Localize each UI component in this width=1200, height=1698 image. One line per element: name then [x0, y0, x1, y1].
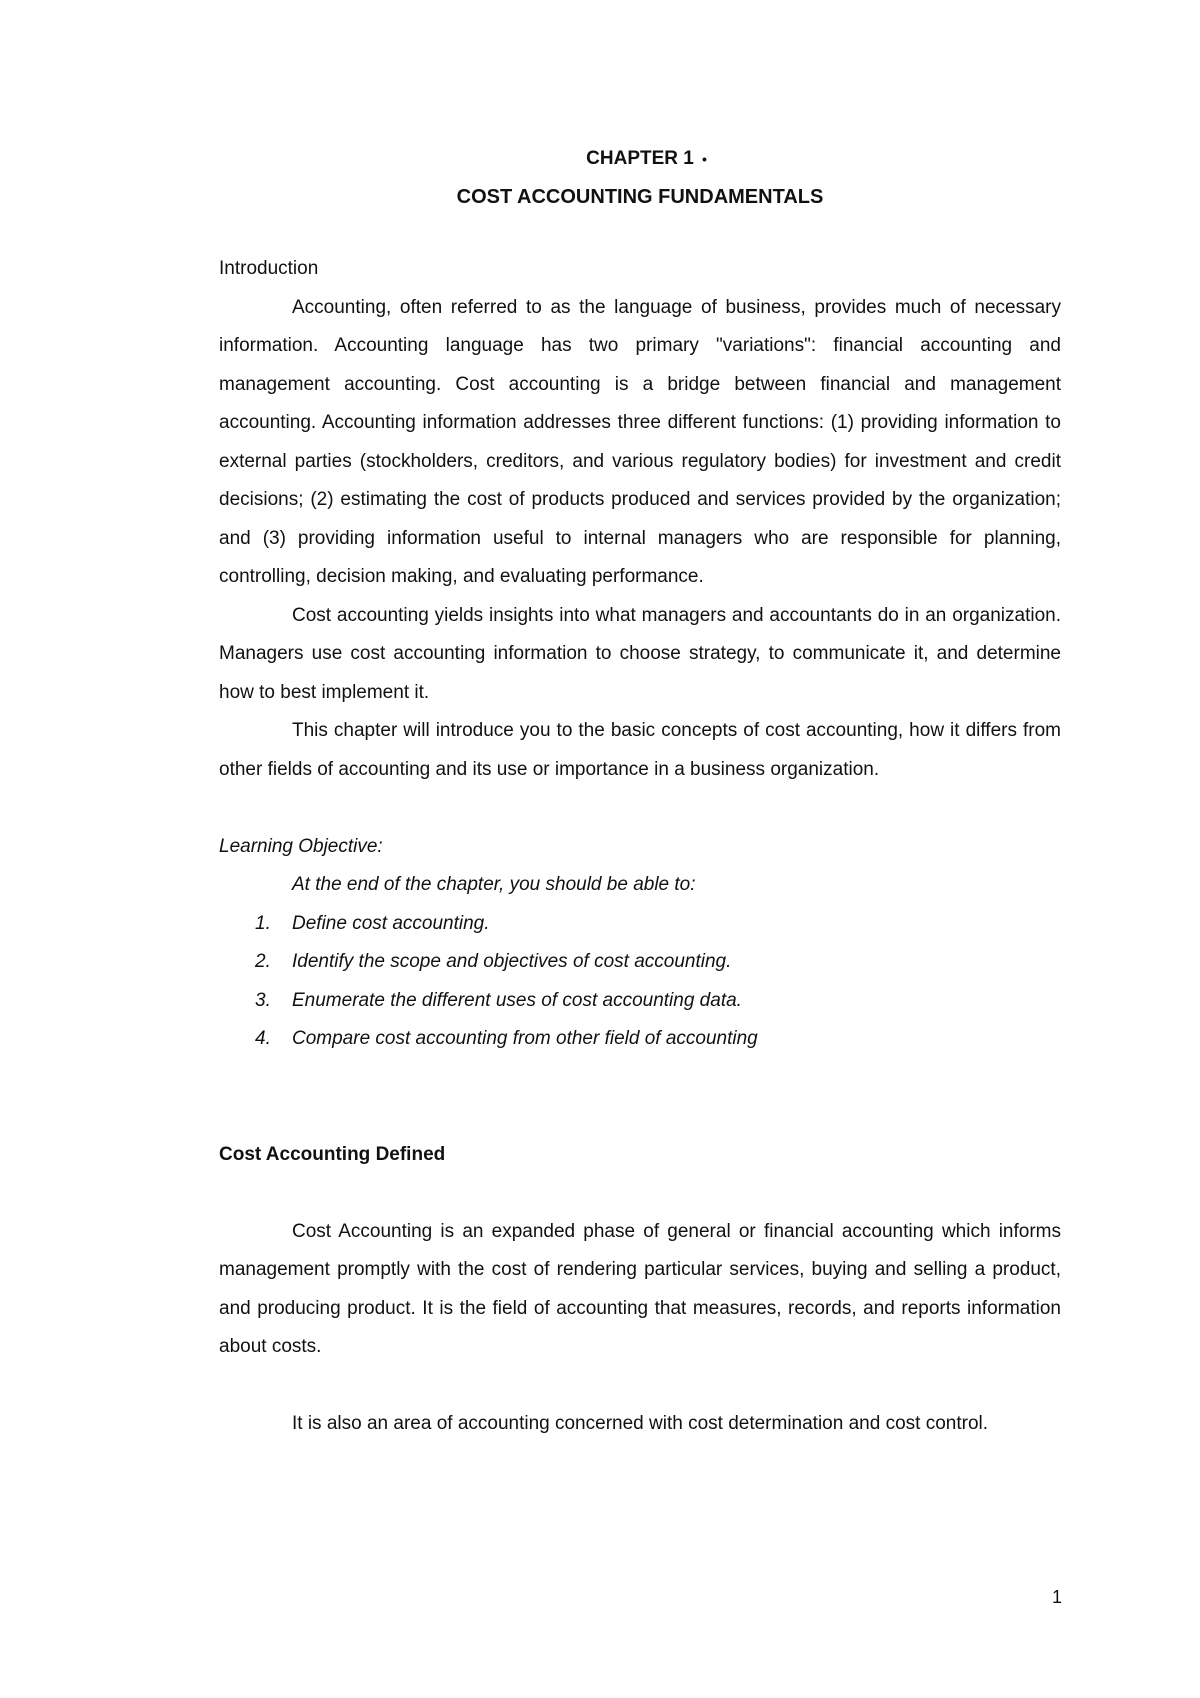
learning-objective-list	[219, 905, 1061, 1059]
chapter-label: CHAPTER 1	[586, 148, 694, 169]
chapter-mark: •	[702, 151, 707, 167]
intro-paragraph: This chapter will introduce you to the basic concepts of cost accounting, how it differs from other fields of accounting and its use or importance in a business organization.	[219, 720, 1061, 780]
list-item-number: 2.	[255, 951, 271, 972]
list-item-text: Compare cost accounting from other field of accounting	[292, 1028, 758, 1049]
page-number: 1	[1051, 1587, 1062, 1607]
section-paragraph: It is also an area of accounting concerned with cost determination and cost control.	[292, 1413, 989, 1434]
chapter-heading	[219, 142, 1061, 176]
learning-objective-heading: Learning Objective:	[219, 835, 383, 857]
document-title: COST ACCOUNTING FUNDAMENTALS	[456, 186, 824, 208]
learning-objective-intro: At the end of the chapter, you should be able to:	[292, 874, 696, 895]
section-heading: Cost Accounting Defined	[219, 1143, 446, 1165]
introduction-section	[219, 250, 1061, 789]
learning-objective-section	[219, 828, 1061, 1059]
list-item-text: Enumerate the different uses of cost accounting data.	[292, 989, 742, 1011]
intro-paragraph: Cost accounting yields insights into what managers and accountants do in an organization. Managers use cost accounting information to choose strategy, to communicate it, and determine how to best implement it.	[219, 604, 1061, 703]
list-item	[219, 943, 1061, 982]
list-item	[219, 1020, 1061, 1059]
page-content	[219, 142, 1061, 1444]
list-item	[219, 905, 1061, 944]
list-item-text: Identify the scope and objectives of cost accounting.	[292, 951, 732, 972]
list-item-number: 3.	[255, 989, 271, 1011]
section-paragraph: Cost Accounting is an expanded phase of general or financial accounting which informs management promptly with the cost of rendering particular services, buying and selling a product, and producing product. It is the field of accounting that measures, records, and reports information about costs.	[219, 1220, 1061, 1357]
list-item	[219, 982, 1061, 1021]
intro-paragraph: Accounting, often referred to as the language of business, provides much of necessary information. Accounting language has two primary "variations": financial accounting and management accounting. Cost accounting is a bridge between financial and management accounting. Accounting information addresses three different functions: (1) providing information to external parties (stockholders, creditors, and various regulatory bodies) for investment and credit decisions; (2) estimating the cost of products produced and services provided by the organization; and (3) providing information useful to internal managers who are responsible for planning, controlling, decision making, and evaluating performance.	[219, 296, 1061, 587]
list-item-number: 1.	[255, 912, 271, 934]
list-item-text: Define cost accounting.	[292, 912, 490, 934]
list-item-number: 4.	[255, 1028, 271, 1049]
cost-accounting-defined-section	[219, 1136, 1061, 1444]
introduction-heading: Introduction	[219, 258, 319, 279]
